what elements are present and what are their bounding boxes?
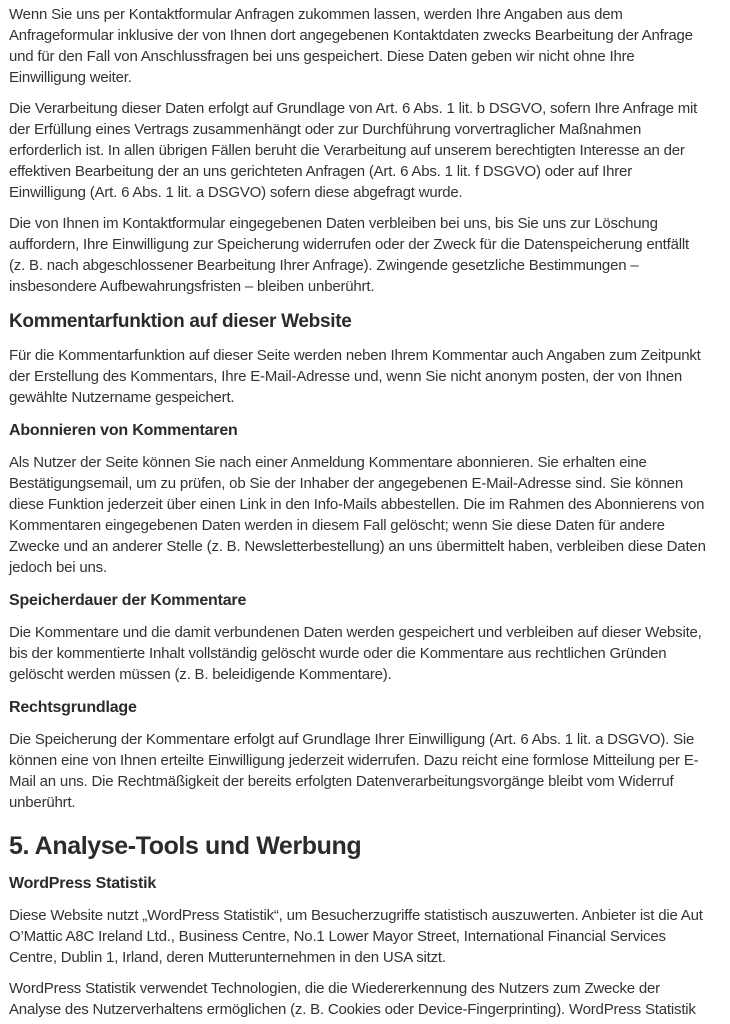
heading-analyse-tools-und-werbung: 5. Analyse-Tools und Werbung <box>9 832 362 860</box>
heading-abonnieren-von-kommentaren: Abonnieren von Kommentaren <box>9 422 238 439</box>
paragraph-comments-intro: Für die Kommentarfunktion auf dieser Seite werden neben Ihrem Kommentar auch Angaben zum Zeitpunkt der Erstellung des Kommentars, Ihre E-Mail-Adresse und, wenn Sie nicht anonym posten, der von Ihnen gewählte Nutzername gespeichert. <box>9 347 701 406</box>
paragraph-contact-form-storage: Wenn Sie uns per Kontaktformular Anfragen zukommen lassen, werden Ihre Angaben aus dem Anfrageformular inklusive der von Ihnen dort angegebenen Kontaktdaten zwecks Bearbeitung der Anfrage und für den Fall von Anschlussfragen bei uns gespeichert. Diese Daten geben wir nicht ohne Ihre Einwilligung weiter. <box>9 6 693 86</box>
heading-speicherdauer-der-kommentare: Speicherdauer der Kommentare <box>9 592 247 609</box>
heading-rechtsgrundlage: Rechtsgrundlage <box>9 699 137 716</box>
heading-wordpress-statistik: WordPress Statistik <box>9 875 157 892</box>
paragraph-comment-storage-duration: Die Kommentare und die damit verbundenen Daten werden gespeichert und verbleiben auf dieser Website, bis der kommentierte Inhalt vollständig gelöscht wurde oder die Kommentare aus rechtlichen Gründen gelöscht werden müssen (z. B. beleidigende Kommentare). <box>9 624 702 683</box>
paragraph-wordpress-statistik-provider: Diese Website nutzt „WordPress Statistik“, um Besucherzugriffe statistisch auszuwerten. Anbieter ist die Aut O’Mattic A8C Ireland Ltd., Business Centre, No.1 Lower Mayor Street, International Financial Services Centre, Dublin 1, Irland, deren Mutterunternehmen in den USA sitzt. <box>9 907 703 966</box>
paragraph-wordpress-statistik-technologies: WordPress Statistik verwendet Technologien, die die Wiedererkennung des Nutzers zum Zwecke der Analyse des Nutzerverhaltens ermöglichen (z. B. Cookies oder Device-Fingerprinting). WordPress Statistik <box>9 980 696 1018</box>
heading-kommentarfunktion: Kommentarfunktion auf dieser Website <box>9 311 352 332</box>
paragraph-comment-legal-basis: Die Speicherung der Kommentare erfolgt auf Grundlage Ihrer Einwilligung (Art. 6 Abs. 1 lit. a DSGVO). Sie können eine von Ihnen erteilte Einwilligung jederzeit widerrufen. Dazu reicht eine formlose Mitteilung per E-Mail an uns. Die Rechtmäßigkeit der bereits erfolgten Datenverarbeitungsvorgänge bleibt vom Widerruf unberührt. <box>9 731 699 811</box>
paragraph-comment-subscription: Als Nutzer der Seite können Sie nach einer Anmeldung Kommentare abonnieren. Sie erhalten eine Bestätigungsemail, um zu prüfen, ob Sie der Inhaber der angegebenen E-Mail-Adresse sind. Sie können diese Funktion jederzeit über einen Link in den Info-Mails abbestellen. Die im Rahmen des Abonnierens von Kommentaren eingegebenen Daten werden in diesem Fall gelöscht; wenn Sie diese Daten für andere Zwecke und an anderer Stelle (z. B. Newsletterbestellung) an uns übermittelt haben, verbleiben diese Daten jedoch bei uns. <box>9 454 706 576</box>
paragraph-processing-legal-basis: Die Verarbeitung dieser Daten erfolgt auf Grundlage von Art. 6 Abs. 1 lit. b DSGVO, sofern Ihre Anfrage mit der Erfüllung eines Vertrags zusammenhängt oder zur Durchführung vorvertraglicher Maßnahmen erforderlich ist. In allen übrigen Fällen beruht die Verarbeitung auf unserem berechtigten Interesse an der effektiven Bearbeitung der an uns gerichteten Anfragen (Art. 6 Abs. 1 lit. f DSGVO) oder auf Ihrer Einwilligung (Art. 6 Abs. 1 lit. a DSGVO) sofern diese abgefragt wurde. <box>9 100 698 201</box>
paragraph-contact-data-retention: Die von Ihnen im Kontaktformular eingegebenen Daten verbleiben bei uns, bis Sie uns zur Löschung auffordern, Ihre Einwilligung zur Speicherung widerrufen oder der Zweck für die Datenspeicherung entfällt (z. B. nach abgeschlossener Bearbeitung Ihrer Anfrage). Zwingende gesetzliche Bestimmungen – insbesondere Aufbewahrungsfristen – bleiben unberührt. <box>9 215 689 295</box>
